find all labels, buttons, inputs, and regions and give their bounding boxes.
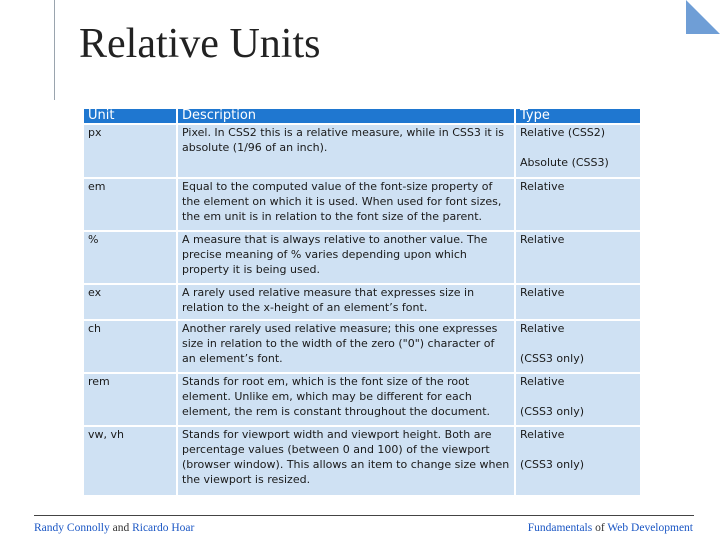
unit-cell: em (88, 180, 106, 193)
type-note: (CSS3 only) (520, 352, 584, 365)
type-note: (CSS3 only) (520, 458, 584, 471)
corner-accent (686, 0, 720, 34)
type-label: Relative (520, 428, 565, 441)
table-row (84, 177, 640, 230)
unit-cell: px (88, 126, 102, 139)
footer-book-word-3: Web Development (607, 522, 693, 534)
type-note: Absolute (CSS3) (520, 156, 609, 169)
type-cell (514, 321, 640, 372)
type-label: Relative (CSS2) (520, 126, 606, 139)
type-cell (514, 374, 640, 425)
table-header-row (84, 109, 640, 123)
table-row (84, 319, 640, 372)
type-note: (CSS3 only) (520, 405, 584, 418)
type-cell (514, 285, 640, 319)
footer-authors (34, 521, 194, 535)
type-label: Relative (520, 233, 565, 246)
description-cell: A measure that is always relative to another value. The precise meaning of % varies depending upon which property it is being used. (176, 232, 514, 283)
header-description: Description (176, 109, 514, 123)
unit-cell: vw, vh (88, 428, 124, 441)
type-cell (514, 232, 640, 283)
table-row (84, 283, 640, 319)
unit-cell: ex (88, 286, 102, 299)
description-cell: Stands for root em, which is the font size of the root element. Unlike em, which may be different for each element, the rem is constant throughout the document. (176, 374, 514, 425)
type-label: Relative (520, 180, 565, 193)
footer-and: and (112, 522, 130, 534)
description-cell: A rarely used relative measure that expresses size in relation to the x-height of an element’s font. (176, 285, 514, 319)
type-label: Relative (520, 375, 565, 388)
table-row (84, 425, 640, 495)
header-unit: Unit (88, 109, 115, 123)
type-cell (514, 179, 640, 230)
title-divider-line (54, 0, 55, 100)
type-label: Relative (520, 286, 565, 299)
type-cell (514, 125, 640, 177)
table-row (84, 123, 640, 177)
footer-author-2: Ricardo Hoar (132, 522, 195, 534)
footer-divider (34, 515, 694, 516)
footer-book-word-2: of (595, 522, 605, 534)
table-row (84, 230, 640, 283)
table-row (84, 372, 640, 425)
footer-author-1: Randy Connolly (34, 522, 110, 534)
units-table (84, 109, 640, 495)
description-cell: Equal to the computed value of the font-size property of the element on which it is used. When used for font sizes, the em unit is in relation to the font size of the parent. (176, 179, 514, 230)
type-cell (514, 427, 640, 495)
unit-cell: % (88, 233, 99, 246)
unit-cell: ch (88, 322, 102, 335)
description-cell: Stands for viewport width and viewport height. Both are percentage values (between 0 and 100) of the viewport (browser window). This allows an item to change size when the viewport is resized. (176, 427, 514, 495)
unit-cell: rem (88, 375, 110, 388)
footer-book-word-1: Fundamentals (527, 522, 593, 534)
page-title: Relative Units (79, 21, 321, 67)
footer-book-title (528, 521, 693, 535)
description-cell: Another rarely used relative measure; this one expresses size in relation to the width of the zero ("0") character of an element’s font. (176, 321, 514, 372)
header-type: Type (514, 109, 640, 123)
description-cell: Pixel. In CSS2 this is a relative measure, while in CSS3 it is absolute (1/96 of an inch). (176, 125, 514, 177)
type-label: Relative (520, 322, 565, 335)
